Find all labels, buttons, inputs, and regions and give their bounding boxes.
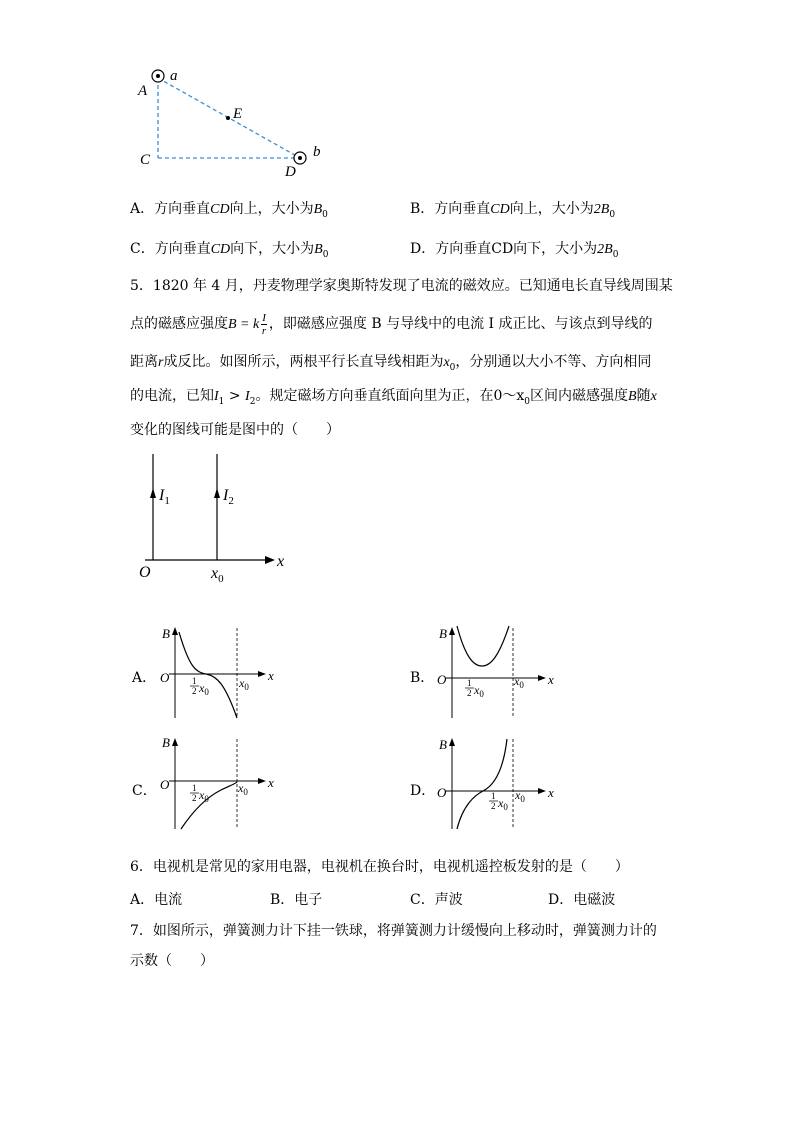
svg-text:x: x [268, 775, 274, 790]
svg-text:x0: $x_0$ [498, 796, 508, 812]
label-x0: $x_0$ [211, 565, 224, 585]
svg-text:B: B [162, 735, 170, 750]
label-I1: $I_1$ [159, 487, 170, 507]
svg-text:x0: $x_0$ [199, 788, 209, 804]
q6-option-a: A．电流 [130, 892, 183, 908]
svg-text:2: 2 [467, 688, 472, 698]
label-x: x [277, 553, 285, 570]
q6-option-d: D．电磁波 [548, 892, 616, 908]
svg-text:x0: $x_0$ [238, 781, 248, 797]
svg-text:O: O [437, 672, 447, 687]
graph-d-letter: D． [410, 783, 436, 799]
graph-a [155, 622, 280, 722]
svg-text:x0: $x_0$ [199, 681, 209, 697]
label-O: O [139, 564, 151, 581]
q4-option-a: A．方向垂直CD向上，大小为$B_0$ [130, 201, 328, 220]
label-b: b [313, 144, 321, 160]
svg-text:2: 2 [192, 686, 197, 696]
q5-line-5: 变化的图线可能是图中的（ ） [130, 422, 340, 438]
label-A: A [138, 83, 148, 99]
curve-c [181, 782, 237, 829]
curve-b [457, 626, 509, 666]
graph-c [155, 733, 280, 833]
graph-c-letter: C． [132, 783, 157, 799]
curve-a [179, 632, 237, 718]
svg-text:2: 2 [192, 793, 197, 803]
svg-text:x: x [548, 672, 554, 687]
svg-text:1: 1 [192, 676, 197, 686]
svg-text:O: O [160, 777, 170, 792]
graph-b-letter: B． [410, 670, 435, 686]
svg-text:x: x [268, 668, 274, 683]
svg-text:1: 1 [491, 791, 496, 801]
svg-text:x0: $x_0$ [474, 683, 484, 699]
q6-option-c: C．声波 [410, 892, 463, 908]
curve-d [457, 739, 507, 829]
svg-text:O: O [160, 670, 170, 685]
q4-option-d: D．方向垂直CD向下，大小为$2B_0$ [410, 241, 619, 260]
svg-text:B: B [162, 626, 170, 641]
q5-line-1: 5．1820 年 4 月，丹麦物理学家奥斯特发现了电流的磁效应。已知通电长直导线周围某 [130, 278, 673, 294]
svg-text:2: 2 [491, 801, 496, 811]
triangle-figure [130, 60, 330, 185]
svg-text:1: 1 [467, 678, 472, 688]
svg-text:O: O [437, 785, 447, 800]
q5-line-2: 点的磁感应强度B = k $\frac{I}{r}$ ，即磁感应强度 B 与导线中的电流 I 成正比、与该点到导线的 [130, 311, 653, 337]
label-a: a [170, 68, 178, 84]
svg-text:B: B [439, 626, 447, 641]
q5-line-3: 距离r成反比。如图所示，两根平行长直导线相距为$x_0$，分别通以大小不等、方向相同 [130, 354, 652, 373]
label-I2: $I_2$ [223, 487, 234, 507]
graph-b [435, 622, 560, 722]
svg-text:x0: $x_0$ [515, 788, 525, 804]
q7-line-2: 示数（ ） [130, 953, 214, 969]
svg-text:x0: $x_0$ [239, 676, 249, 692]
q4-option-b: B．方向垂直CD向上，大小为$2B_0$ [410, 201, 616, 220]
point-E [226, 116, 230, 120]
label-E: E [233, 106, 243, 122]
svg-text:x0: $x_0$ [514, 674, 524, 690]
graph-d [435, 733, 560, 833]
q5-line-4: 的电流，已知$I_1 > I_2$。规定磁场方向垂直纸面向里为正，在$0\sim x_0$区间内磁感强度B随x [130, 388, 657, 407]
svg-text:x: x [548, 785, 554, 800]
svg-text:1: 1 [192, 783, 197, 793]
svg-text:B: B [439, 737, 447, 752]
wires-figure [135, 450, 295, 585]
q6-option-b: B．电子 [270, 892, 323, 908]
label-D: D [285, 164, 296, 180]
q4-option-c: C．方向垂直CD向下，大小为$B_0$ [130, 241, 329, 260]
q6-stem: 6．电视机是常见的家用电器，电视机在换台时，电视机遥控板发射的是（ ） [130, 859, 629, 875]
label-C: C [140, 152, 151, 168]
q7-line-1: 7．如图所示，弹簧测力计下挂一铁球，将弹簧测力计缓慢向上移动时，弹簧测力计的 [130, 923, 657, 939]
graph-a-letter: A． [132, 670, 157, 686]
